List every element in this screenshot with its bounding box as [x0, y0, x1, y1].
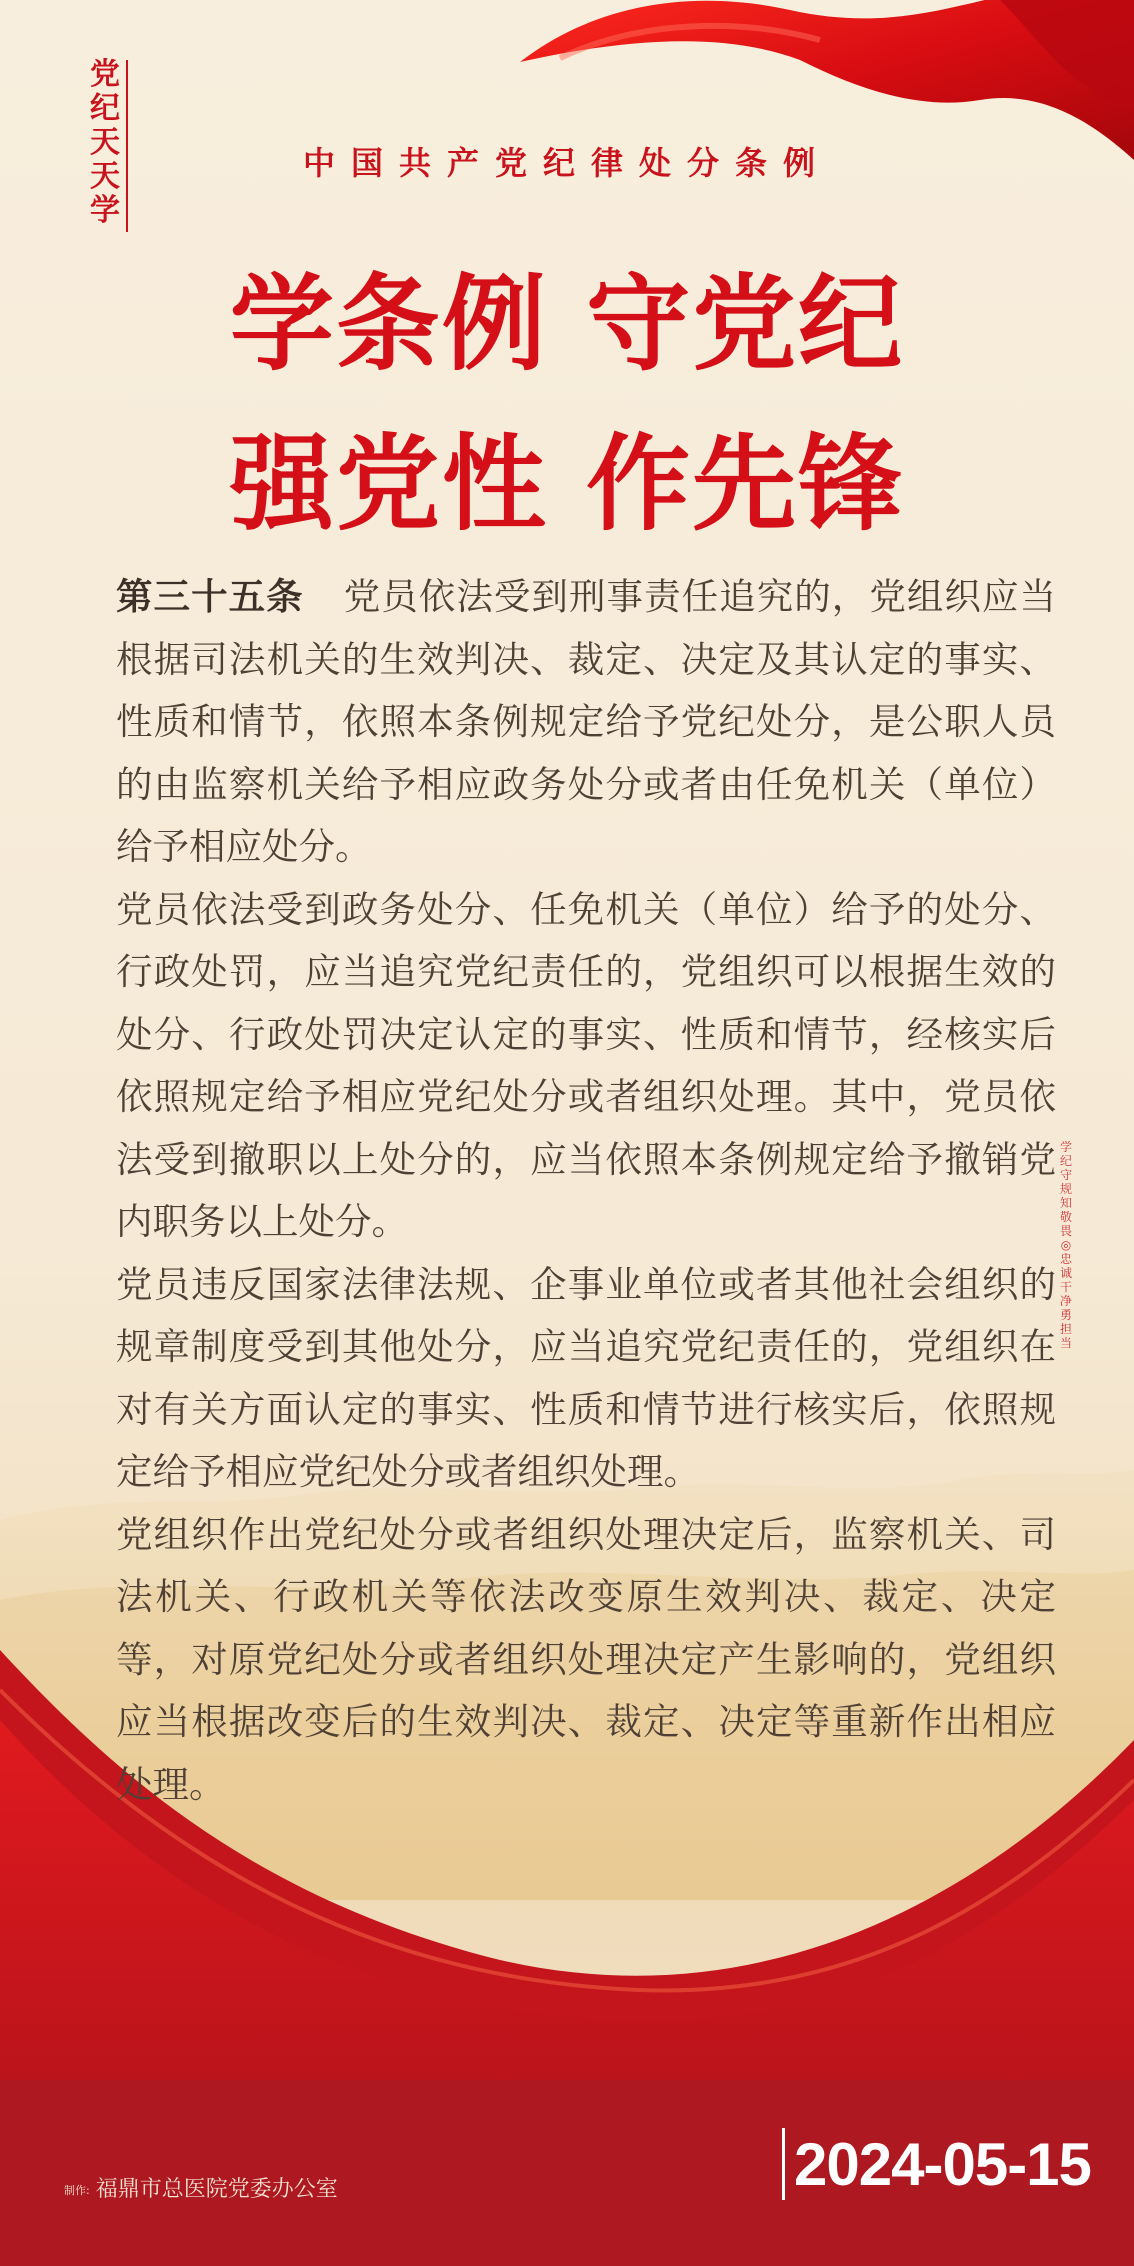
headline-line-2: 强党性 作先锋: [229, 423, 905, 545]
headline-line-1: 学条例 守党纪: [229, 263, 905, 385]
regulation-title: 中国共产党纪律处分条例: [302, 144, 831, 182]
date-divider: [782, 2128, 785, 2200]
publish-date: 2024-05-15: [794, 2131, 1091, 2198]
side-slogan: 学纪守规知敬畏◎忠诚干净勇担当: [1059, 1140, 1072, 1350]
maker-name: 福鼎市总医院党委办公室: [95, 2177, 338, 2202]
column-name: 党纪天天学: [90, 57, 120, 228]
article-paragraph-text: 党员依法受到刑事责任追究的，党组织应当根据司法机关的生效判决、裁定、决定及其认定的事实、性质和情节，依照本条例规定给予党纪处分，是公职人员的由监察机关给予相应政务处分或者由任免机关（单位）给予相应处分。: [116, 575, 1057, 868]
article-paragraph-2: 党员依法受到政务处分、任免机关（单位）给予的处分、行政处罚，应当追究党纪责任的，党组织可以根据生效的处分、行政处罚决定认定的事实、性质和情节，经核实后依照规定给予相应党纪处分或者组织处理。其中，党员依法受到撤职以上处分的，应当依照本条例规定给予撤销党内职务以上处分。: [116, 887, 1056, 1243]
article-number: 第三十五条: [116, 575, 304, 618]
article-paragraph-1: [116, 566, 1056, 879]
maker-credit: [64, 2172, 338, 2203]
article-paragraph-3: 党员违反国家法律法规、企事业单位或者其他社会组织的规章制度受到其他处分，应当追究党纪责任的，党组织在对有关方面认定的事实、性质和情节进行核实后，依照规定给予相应党纪处分或者组织处理。: [116, 1262, 1056, 1493]
article-body: [116, 566, 1056, 1816]
article-paragraph-4: 党组织作出党纪处分或者组织处理决定后，监察机关、司法机关、行政机关等依法改变原生效判决、裁定、决定等，对原党纪处分或者组织处理决定产生影响的，党组织应当根据改变后的生效判决、裁定、决定等重新作出相应处理。: [116, 1512, 1056, 1806]
maker-tag: 制作:: [64, 2184, 90, 2197]
